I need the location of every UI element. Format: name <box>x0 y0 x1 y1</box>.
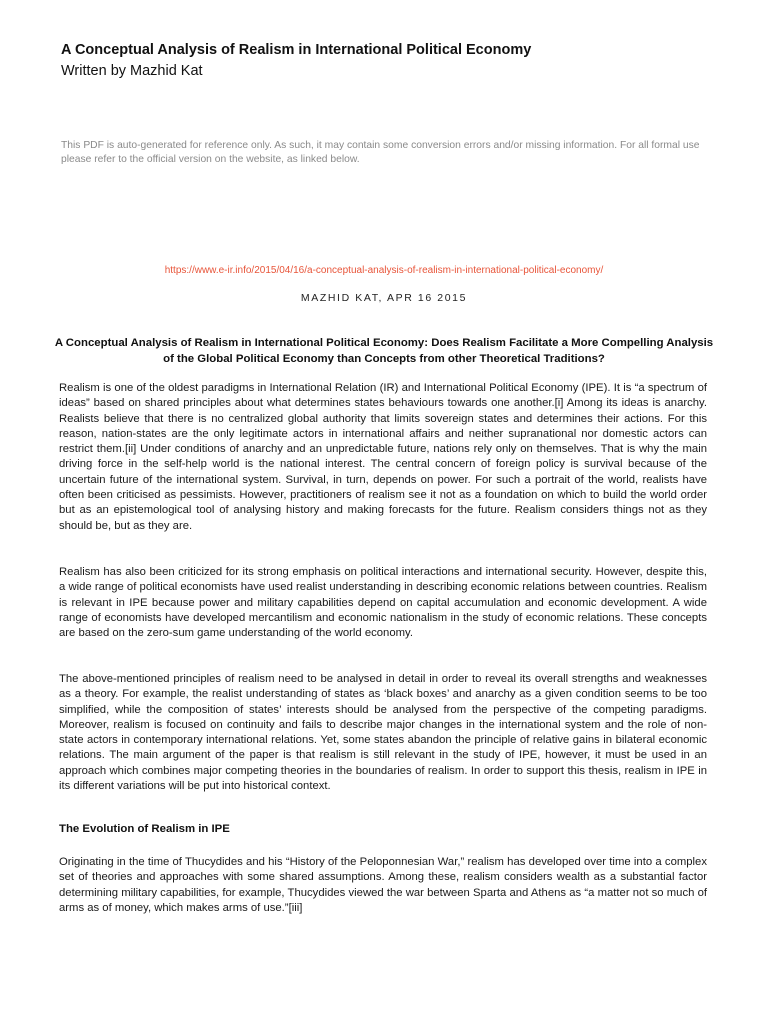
disclaimer-note: This PDF is auto-generated for reference only. As such, it may contain some conversion errors and/or missing information. For all formal use please refer to the official version on the website, as linked below. <box>61 140 700 165</box>
body-paragraph-2: Realism has also been criticized for its strong emphasis on political interactions and international security. However, despite this, a wide range of political economists have used realist understanding in describing economic relations between countries. Realism is relevant in IPE because power and military capabilities depend on capital accumulation and economic development. A wide range of economists have developed mercantilism and economic nationalism in the study of economic relations. These concepts are based on the zero-sum game understanding of the world economy. <box>59 566 707 640</box>
source-url-link[interactable]: https://www.e-ir.info/2015/04/16/a-conceptual-analysis-of-realism-in-international-political-economy/ <box>164 265 604 276</box>
section-paragraph: Originating in the time of Thucydides and his “History of the Peloponnesian War,” realism has developed over time into a complex set of theories and approaches with some shared assumptions. Among these, realism considers wealth as a substantial factor determining military capabilities, for example, Thucydides viewed the war between Sparta and Athens as “a matter not so much of arms as of money, which makes arms of use.”[iii] <box>59 856 707 914</box>
body-paragraph-3: The above-mentioned principles of realism need to be analysed in detail in order to reveal its overall strengths and weaknesses as a theory. For example, the realist understanding of states as ‘black boxes’ and anarchy as a given condition seems to be too simplified, while the composition of states’ interests should be analysed from the perspective of the competing paradigms. Moreover, realism is focused on continuity and fails to describe major changes in the international system and the role of non-state actors in contemporary international relations. Yet, some states abandon the principle of relative gains in bilateral economic relations. The main argument of the paper is that realism is still relevant in the study of IPE, however, it must be used in an approach which combines major competing theories in the boundaries of realism. In order to support this thesis, realism in IPE in its different variations will be put into historical context. <box>59 673 707 793</box>
author-line: Written by Mazhid Kat <box>61 63 203 79</box>
document-title: A Conceptual Analysis of Realism in International Political Economy <box>61 42 532 58</box>
byline: MAZHID KAT, APR 16 2015 <box>300 292 468 304</box>
body-paragraph-1: Realism is one of the oldest paradigms in International Relation (IR) and International Political Economy (IPE). It is “a spectrum of ideas” based on shared principles about what determines states behaviours towards one another.[i] Among its ideas is anarchy. Realists believe that there is no centralized global authority that limits sovereign states and determines their actions. For this reason, nation-states are the only legitimate actors in international affairs and neither supranational nor domestic actors can restrict them.[ii] Under conditions of anarchy and an unpredictable future, nations rely only on themselves. That is why the main driving force in the self-help world is the national interest. The central concern of foreign policy is survival because of the uncertain future of the international system. Survival, in turn, depends on power. For such a portrait of the world, realists have often been criticised as pessimists. However, practitioners of realism see it not as a foundation on which to build the world order but as an epistemological tool of analysing history and making forecasts for the future. Realism considers things not as they should be, but as they are. <box>59 382 707 532</box>
section-heading: The Evolution of Realism in IPE <box>59 823 230 835</box>
article-heading: A Conceptual Analysis of Realism in International Political Economy: Does Realism Facilitate a More Compelling Analysis of the Global Political Economy than Concepts from other Theoretical Traditions? <box>54 337 714 365</box>
